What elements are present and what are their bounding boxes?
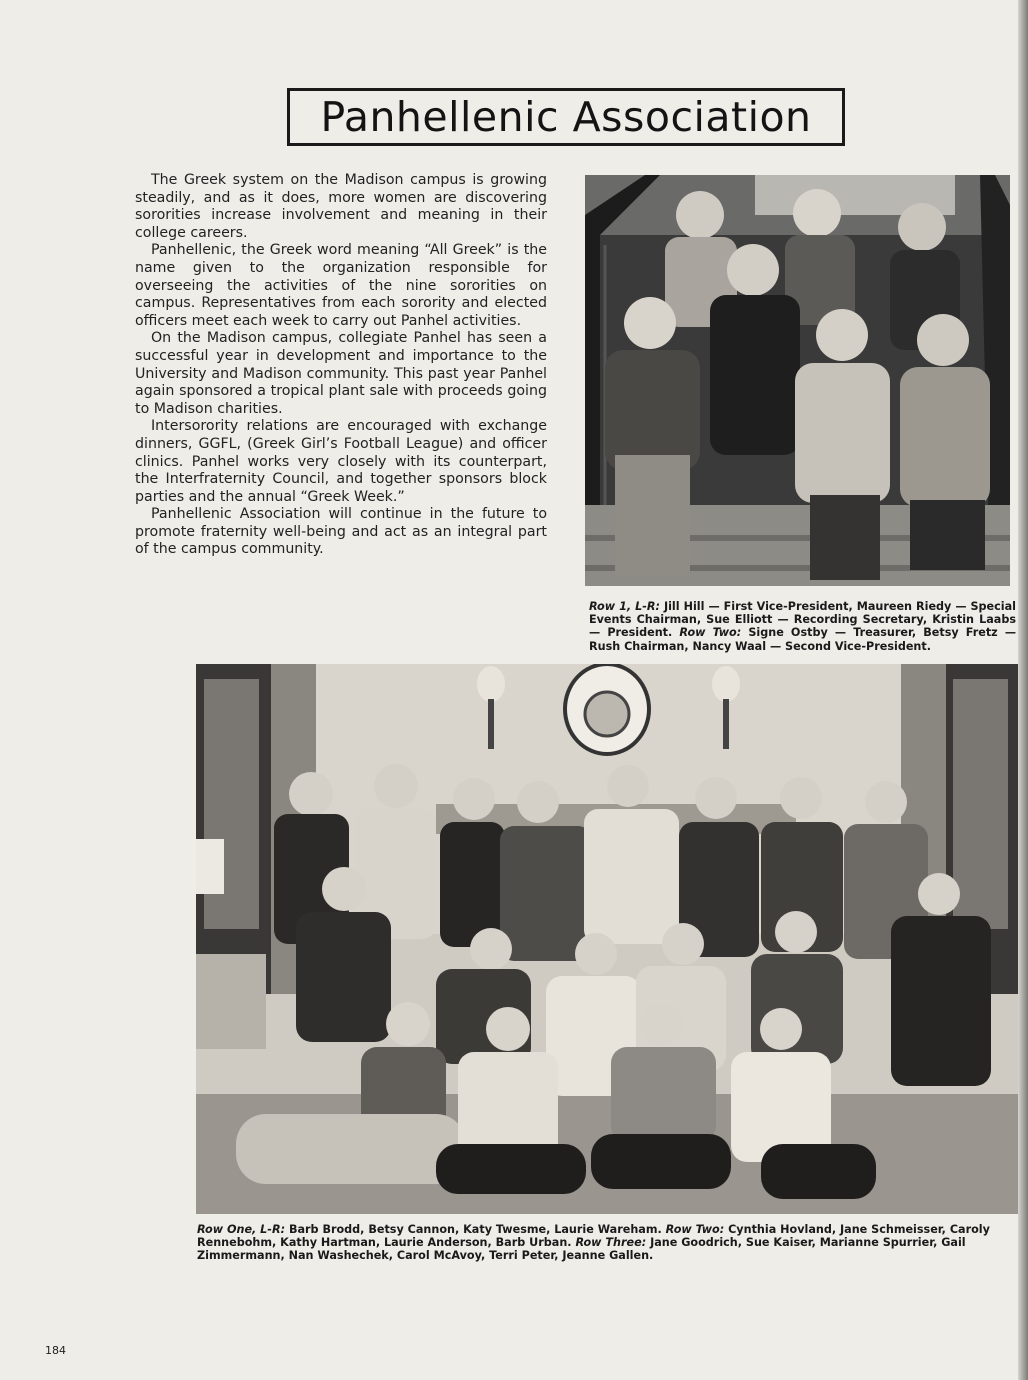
body-paragraph: Panhellenic, the Greek word meaning “All Greek” is the name given to the organization responsible for overseeing the activities of the nine sororities on campus. Representatives from each sorority and elected officers meet each week to carry out Panhel activities. [135,242,547,329]
body-paragraph: On the Madison campus, collegiate Panhel has seen a successful year in development and importance to the University and Madison community. This past year Panhel again sponsored a tropical plant sale with proceeds going to Madison charities. [135,330,547,417]
caption-text: Barb Brodd, Betsy Cannon, Katy Twesme, Laurie Wareham. [285,1223,666,1236]
page-title: Panhellenic Association [320,93,812,141]
caption-text: Jill Hill — First Vice-President, Maureen Riedy — Special Events Chairman, Sue Elliott — Recording Secretary, Kristin Laabs — President. [589,600,1016,640]
body-paragraph: Intersorority relations are encouraged with exchange dinners, GGFL, (Greek Girl’s Football League) and officer clinics. Panhel works very closely with its counterpart, the Interfraternity Council, and together sponsors block parties and the annual “Greek Week.” [135,418,547,505]
members-group-photo [196,664,1018,1214]
officers-photo-caption [589,600,1016,653]
page-title-box [287,88,845,146]
page-binding-shadow [1018,0,1028,1380]
caption-row-label: Row Two: [679,626,742,640]
caption-row-label: Row Three: [575,1236,647,1250]
caption-text: Jane Goodrich, Sue Kaiser, Marianne Spurrier, Gail Zimmermann, Nan Washechek, Carol McAvoy, Terri Peter, Jeanne Gallen. [197,1236,966,1263]
caption-row-label: Row Two: [665,1223,725,1236]
caption-text: Signe Ostby — Treasurer, Betsy Fretz — Rush Chairman, Nancy Waal — Second Vice-President. [589,626,1017,653]
article-body [135,172,547,559]
caption-row-label: Row 1, L-R: [589,600,660,613]
caption-text: Cynthia Hovland, Jane Schmeisser, Caroly Rennebohm, Kathy Hartman, Laurie Anderson, Barb Urban. [197,1223,990,1250]
body-paragraph: The Greek system on the Madison campus is growing steadily, and as it does, more women are discovering sororities increase involvement and meaning in their college careers. [135,172,547,241]
officers-group-photo [585,175,1010,586]
body-paragraph: Panhellenic Association will continue in the future to promote fraternity well-being and act as an integral part of the campus community. [135,506,547,558]
members-photo-caption [197,1223,1023,1263]
page-number: 184 [45,1344,66,1357]
caption-row-label: Row One, L-R: [197,1223,286,1236]
